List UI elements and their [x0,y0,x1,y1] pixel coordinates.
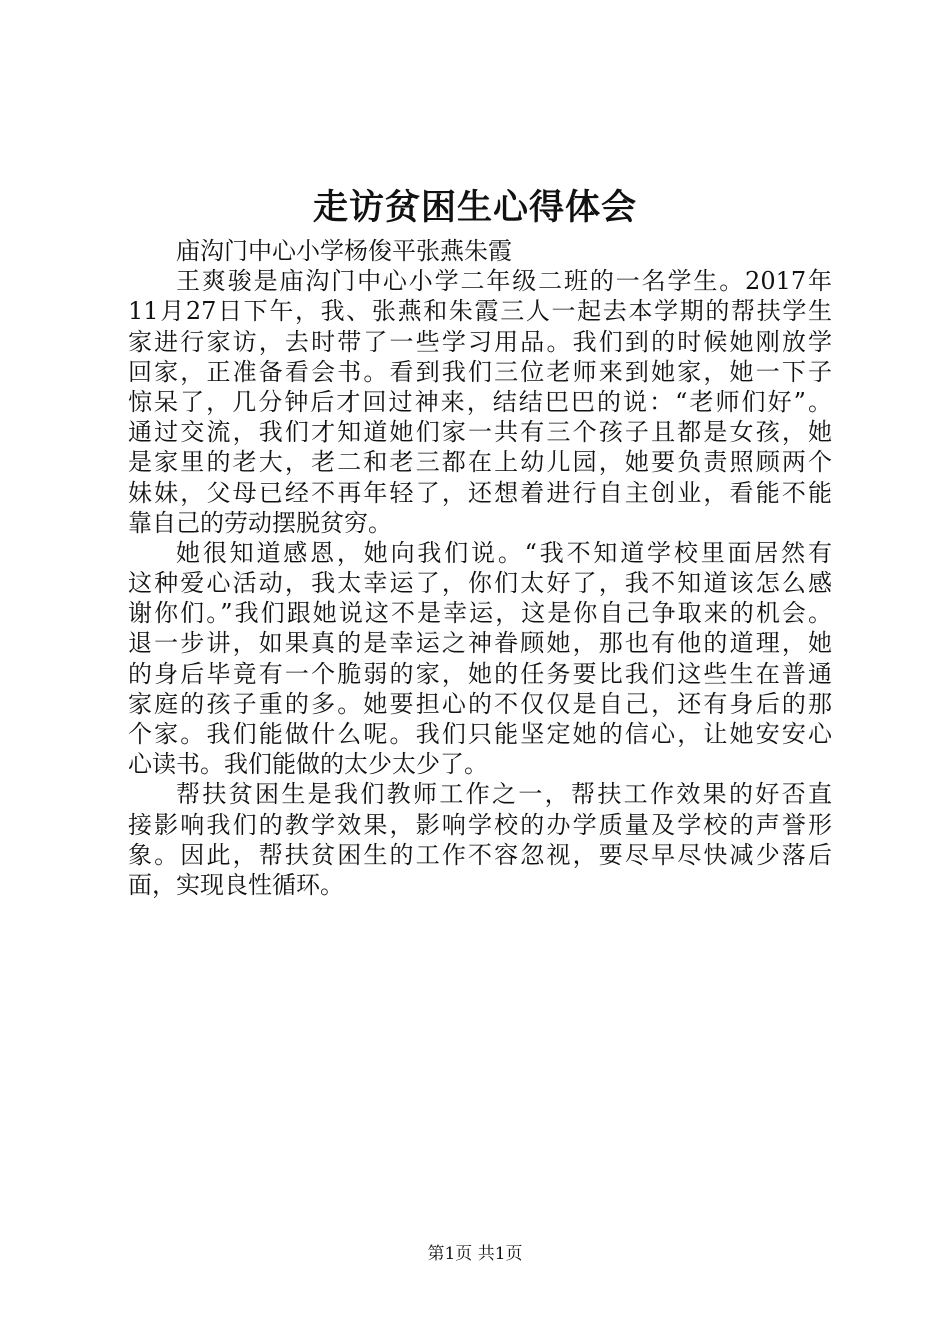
paragraph-line: 退一步讲，如果真的是幸运之神眷顾她，那也有他的道理，她 [128,629,832,658]
paragraph-line: 她很知道感恩，她向我们说。“我不知道学校里面居然有 [176,538,832,567]
paragraph-line: 个家。我们能做什么呢。我们只能坚定她的信心，让她安安心 [128,720,832,748]
paragraph-line: 是家里的老大，老二和老三都在上幼儿园，她要负责照顾两个 [128,448,832,477]
page-footer: 第1页 共1页 [427,1244,523,1264]
paragraph-line: 家庭的孩子重的多。她要担心的不仅仅是自己，还有身后的那 [128,689,832,718]
author-line: 庙沟门中心小学杨俊平张燕朱霞 [176,237,512,265]
paragraph-line: 这种爱心活动，我太幸运了，你们太好了，我不知道该怎么感 [128,569,832,598]
paragraph-line: 谢你们。”我们跟她说这不是幸运，这是你自己争取来的机会。 [128,599,832,628]
paragraph-line: 王爽骏是庙沟门中心小学二年级二班的一名学生。2017年 [176,267,832,296]
paragraph-2 [128,538,832,780]
paragraph-line: 妹妹，父母已经不再年轻了，还想着进行自主创业，看能不能 [128,478,832,507]
paragraph-1 [128,266,832,538]
paragraph-3 [128,779,832,900]
paragraph-line: 家进行家访，去时带了一些学习用品。我们到的时候她刚放学 [128,327,832,356]
paragraph-line: 11月27日下午，我、张燕和朱霞三人一起去本学期的帮扶学生 [128,297,832,326]
paragraph-line: 通过交流，我们才知道她们家一共有三个孩子且都是女孩，她 [128,418,832,447]
paragraph-line: 回家，正准备看会书。看到我们三位老师来到她家，她一下子 [128,357,832,386]
paragraph-line: 的身后毕竟有一个脆弱的家，她的任务要比我们这些生在普通 [128,659,832,688]
paragraph-line: 面，实现良性循环。 [128,870,344,899]
document-title: 走访贫困生心得体会 [312,187,637,228]
paragraph-line: 靠自己的劳动摆脱贫穷。 [128,508,392,537]
paragraph-line: 惊呆了，几分钟后才回过神来，结结巴巴的说：“老师们好”。 [128,387,832,416]
paragraph-line: 心读书。我们能做的太少太少了。 [128,750,488,779]
paragraph-line: 象。因此，帮扶贫困生的工作不容忽视，要尽早尽快减少落后 [128,840,832,869]
paragraph-line: 帮扶贫困生是我们教师工作之一，帮扶工作效果的好否直 [176,780,832,809]
document-body [128,236,832,900]
paragraph-line: 接影响我们的教学效果，影响学校的办学质量及学校的声誉形 [128,810,832,839]
